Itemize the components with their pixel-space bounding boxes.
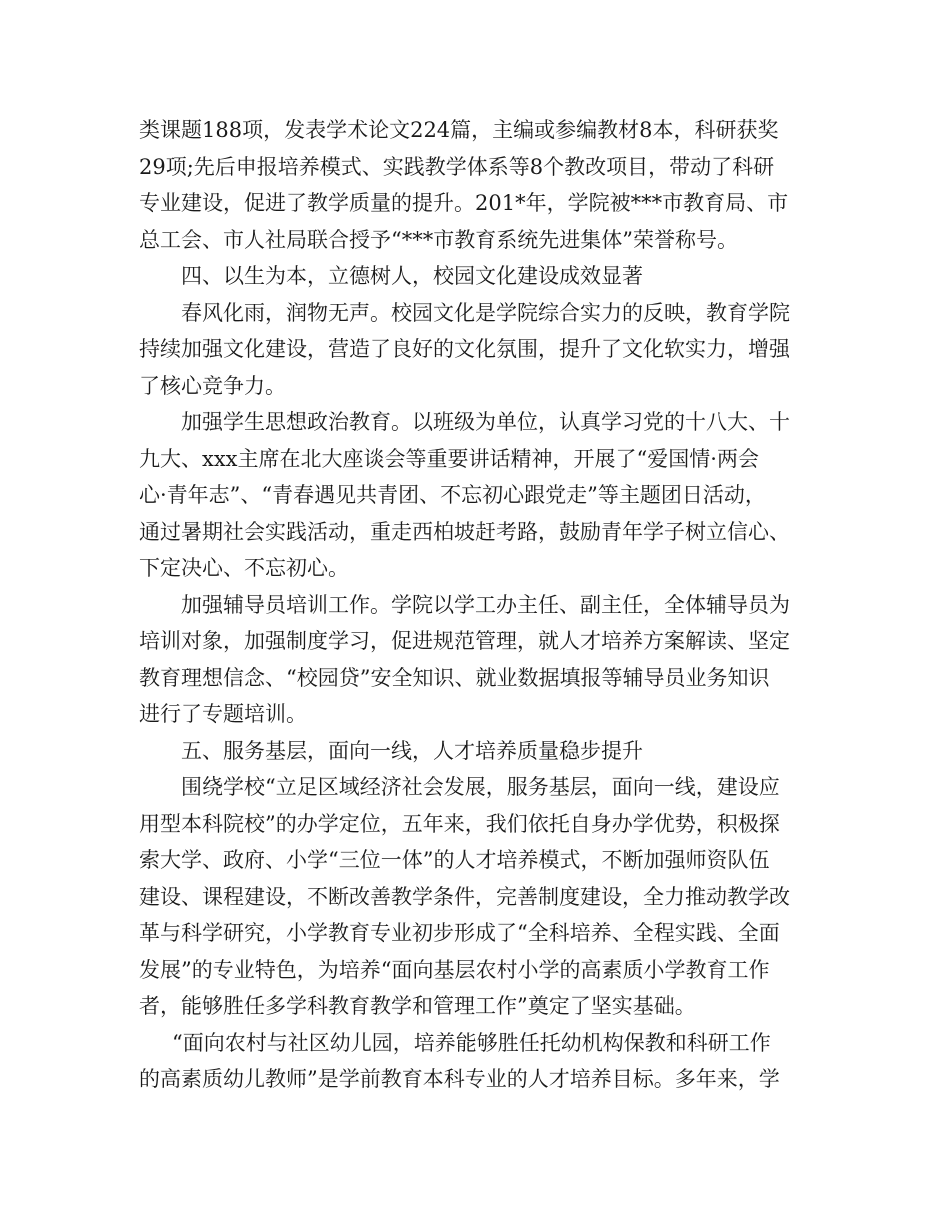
text-line: 心·青年志”、“青春遇见共青团、不忘初心跟党走”等主题团日活动， xyxy=(139,483,766,507)
text-line: 九大、xxx主席在北大座谈会等重要讲话精神，开展了“爱国情·两会 xyxy=(139,447,759,471)
text-line: 加强学生思想政治教育。以班级为单位，认真学习党的十八大、十 xyxy=(181,410,790,434)
text-line: 专业建设，促进了教学质量的提升。201*年，学院被***市教育局、市 xyxy=(139,191,789,215)
text-line: 加强辅导员培训工作。学院以学工办主任、副主任，全体辅导员为 xyxy=(181,593,790,617)
text-line: 索大学、政府、小学“三位一体”的人才培养模式，不断加强师资队伍 xyxy=(139,848,770,872)
text-line: 总工会、市人社局联合授予“***市教育系统先进集体”荣誉称号。 xyxy=(139,228,738,252)
text-line: 培训对象，加强制度学习，促进规范管理，就人才培养方案解读、坚定 xyxy=(139,629,790,653)
text-line: 类课题188项，发表学术论文224篇，主编或参编教材8本，科研获奖 xyxy=(139,118,779,142)
text-line: 发展”的专业特色，为培养“面向基层农村小学的高素质小学教育工作 xyxy=(139,958,770,982)
text-line: 用型本科院校”的办学定位，五年来，我们依托自身办学优势，积极探 xyxy=(139,812,780,836)
text-line: 进行了专题培训。 xyxy=(139,702,307,726)
text-line: 春风化雨，润物无声。校园文化是学院综合实力的反映，教育学院 xyxy=(181,301,790,325)
text-line: 的高素质幼儿教师”是学前教育本科专业的人才培养目标。多年来，学 xyxy=(139,1067,780,1091)
text-line: 围绕学校“立足区域经济社会发展，服务基层，面向一线，建设应 xyxy=(181,775,780,799)
text-line: 29项;先后申报培养模式、实践教学体系等8个教改项目，带动了科研 xyxy=(139,155,775,179)
text-line: 下定决心、不忘初心。 xyxy=(139,556,349,580)
text-line: 者，能够胜任多学科教育教学和管理工作”奠定了坚实基础。 xyxy=(139,994,696,1018)
text-line: 持续加强文化建设，营造了良好的文化氛围，提升了文化软实力，增强 xyxy=(139,337,790,361)
section-heading: 四、以生为本，立德树人，校园文化建设成效显著 xyxy=(181,264,643,288)
text-line: 通过暑期社会实践活动，重走西柏坡赶考路，鼓励青年学子树立信心、 xyxy=(139,520,790,544)
section-heading: 五、服务基层，面向一线，人才培养质量稳步提升 xyxy=(181,739,643,763)
text-line: 教育理想信念、“校园贷”安全知识、就业数据填报等辅导员业务知识 xyxy=(139,666,770,690)
text-line: “面向农村与社区幼儿园，培养能够胜任托幼机构保教和科研工作 xyxy=(172,1031,771,1055)
text-line: 了核心竞争力。 xyxy=(139,374,286,398)
text-line: 建设、课程建设，不断改善教学条件，完善制度建设，全力推动教学改 xyxy=(139,885,790,909)
text-line: 革与科学研究，小学教育专业初步形成了“全科培养、全程实践、全面 xyxy=(139,921,780,945)
